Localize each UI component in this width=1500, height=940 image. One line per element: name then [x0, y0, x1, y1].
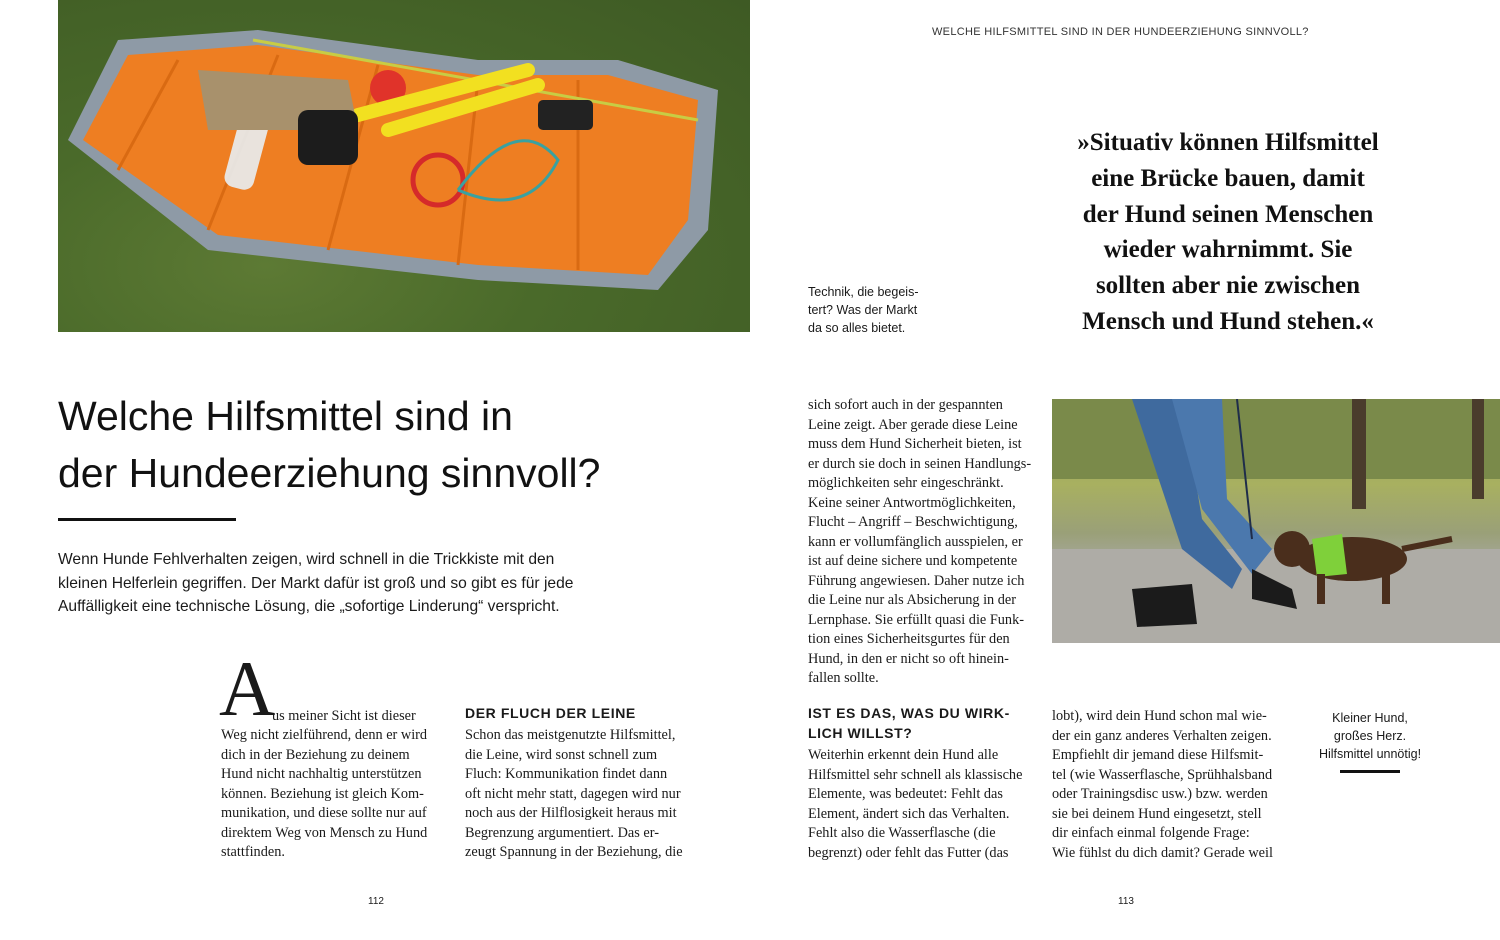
page-number-right: 113	[1118, 896, 1134, 907]
section-heading-leash: DER FLUCH DER LEINE	[465, 705, 636, 721]
caption-divider	[1340, 770, 1400, 773]
page-number-left: 112	[368, 896, 384, 907]
body-first-line: us meiner Sicht ist dieser	[272, 708, 416, 724]
photo-caption: Technik, die begeis- tert? Was der Markt da so alles bietet.	[808, 285, 919, 335]
dog-walking-photo	[1052, 399, 1500, 643]
dog-caption: Kleiner Hund, großes Herz. Hilfsmittel unnötig!	[1318, 711, 1422, 761]
body-column-2: Schon das meistgenutzte Hilfsmittel, die Leine, wird sonst schnell zum Fluch: Kommunikation findet dann oft nicht mehr statt, dagegen wird nur noch aus der Hilflosigkeit heraus mit Begrenzung argumentiert. Das er- zeugt Spannung in der Beziehung, die	[465, 727, 683, 860]
title-divider	[58, 518, 236, 521]
chapter-title: Welche Hilfsmittel sind in der Hundeerziehung sinnvoll?	[58, 393, 601, 496]
intro-paragraph: Wenn Hunde Fehlverhalten zeigen, wird schnell in die Trickkiste mit den kleinen Helferlein gegriffen. Der Markt dafür ist groß und so gibt es für jede Auffälligkeit eine technische Lösung, die „sofortige Linderung“ verspricht.	[58, 551, 574, 615]
drop-cap: A	[219, 645, 276, 732]
pull-quote: »Situativ können Hilfsmittel eine Brücke bauen, damit der Hund seinen Menschen wieder wahrnimmt. Sie sollten aber nie zwischen Mensch und Hund stehen.«	[1077, 129, 1379, 335]
body-column-4: lobt), wird dein Hund schon mal wie- der ein ganz anderes Verhalten zeigen. Empfiehlt dir jemand diese Hilfsmit- tel (wie Wasserflasche, Sprühhalsband oder Trainingsdisc usw.) bzw. werden sie bei deinem Hund eingesetzt, stell dir einfach einmal folgende Frage: Wie fühlst du dich damit? Gerade weil	[1052, 708, 1273, 861]
body-column-3: sich sofort auch in der gespannten Leine zeigt. Aber gerade diese Leine muss dem Hund Sicherheit bieten, ist er durch sie doch in seinen Handlungs- möglichkeiten sehr eingeschränkt. Keine seiner Antwortmöglichkeiten, Flucht – Angriff – Beschwichtigung, kann er vollumfänglich ausspielen, er ist auf deine sichere und kompetente Führung angewiesen. Daher nutze ich die Leine nur als Absicherung in der Lernphase. Sie erfüllt quasi die Funk- tion eines Sicherheitsgurtes für den Hund, in den er nicht so oft hinein- fallen sollte.	[808, 397, 1032, 686]
body-column-1: Weg nicht zielführend, denn er wird dich in der Beziehung zu deinem Hund nicht nachhaltig unterstützen können. Beziehung ist gleich Kom- munikation, und diese sollte nur auf direktem Weg von Mensch zu Hund stattfinden.	[221, 727, 428, 860]
running-head: WELCHE HILFSMITTEL SIND IN DER HUNDEERZIEHUNG SINNVOLL?	[932, 26, 1309, 38]
body-column-3-continued: Weiterhin erkennt dein Hund alle Hilfsmittel sehr schnell als klassische Elemente, was bedeutet: Fehlt das Element, ändert sich das Verhalten. Fehlt also die Wasserflasche (die begrenzt) oder fehlt das Futter (das	[808, 747, 1023, 861]
training-tools-photo	[58, 0, 750, 332]
section-heading-question: IST ES DAS, WAS DU WIRK- LICH WILLST?	[808, 705, 1010, 741]
